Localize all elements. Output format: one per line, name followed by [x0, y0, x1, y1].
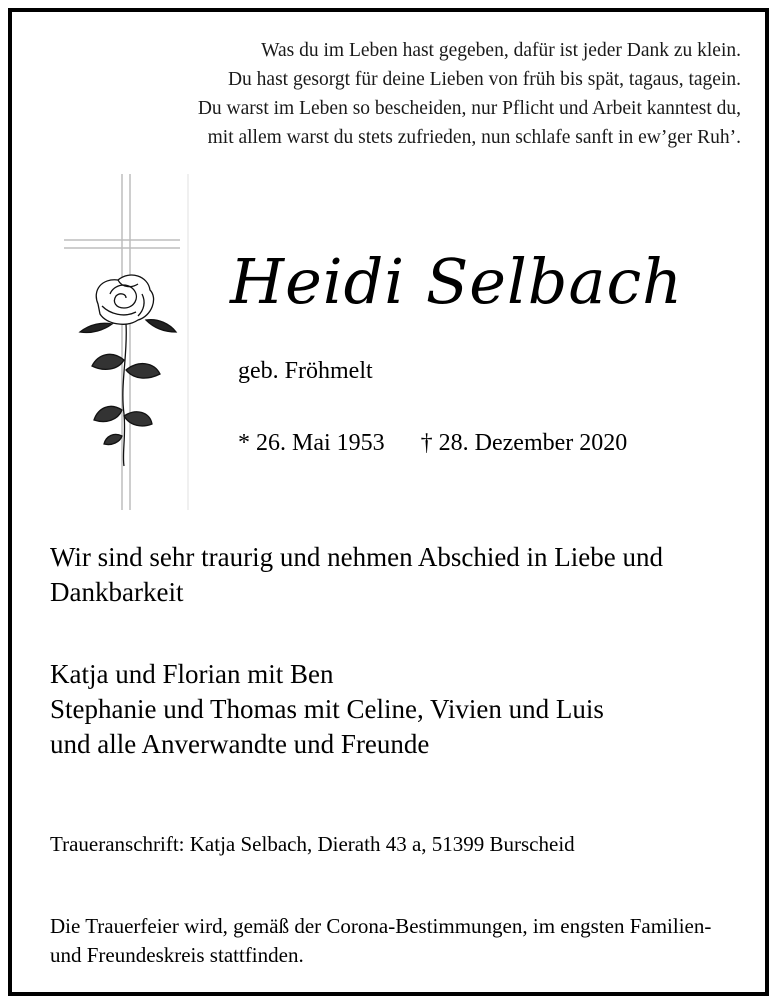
life-dates [238, 430, 627, 457]
mourners-list [50, 657, 760, 762]
mourner-line: und alle Anverwandte und Freunde [50, 729, 430, 759]
poem-line: mit allem warst du stets zufrieden, nun schlafe sanft in ew’ger Ruh’. [207, 127, 741, 148]
poem-line: Was du im Leben hast gegeben, dafür ist jeder Dank zu klein. [261, 40, 741, 61]
poem [41, 36, 741, 152]
mourner-line: Stephanie und Thomas mit Celine, Vivien und Luis [50, 694, 604, 724]
mourner-line: Katja und Florian mit Ben [50, 659, 334, 689]
farewell-text: Wir sind sehr traurig und nehmen Abschied in Liebe und Dankbarkeit [50, 542, 664, 607]
death-date: † 28. Dezember 2020 [420, 430, 628, 456]
cross-with-rose-icon [62, 174, 202, 510]
poem-line: Du hast gesorgt für deine Lieben von früh bis spät, tagaus, tagein. [227, 69, 741, 90]
ceremony-notice: Die Trauerfeier wird, gemäß der Corona-Bestimmungen, im engsten Familien- und Freundeskreis stattfinden. [50, 914, 712, 967]
birth-name: geb. Fröhmelt [238, 358, 373, 384]
birth-date: * 26. Mai 1953 [238, 430, 385, 456]
obituary-frame [8, 8, 769, 996]
mourning-address: Traueranschrift: Katja Selbach, Dierath 43 a, 51399 Burscheid [50, 832, 575, 856]
poem-line: Du warst im Leben so bescheiden, nur Pflicht und Arbeit kanntest du, [197, 98, 741, 119]
deceased-name: Heidi Selbach [230, 245, 684, 318]
